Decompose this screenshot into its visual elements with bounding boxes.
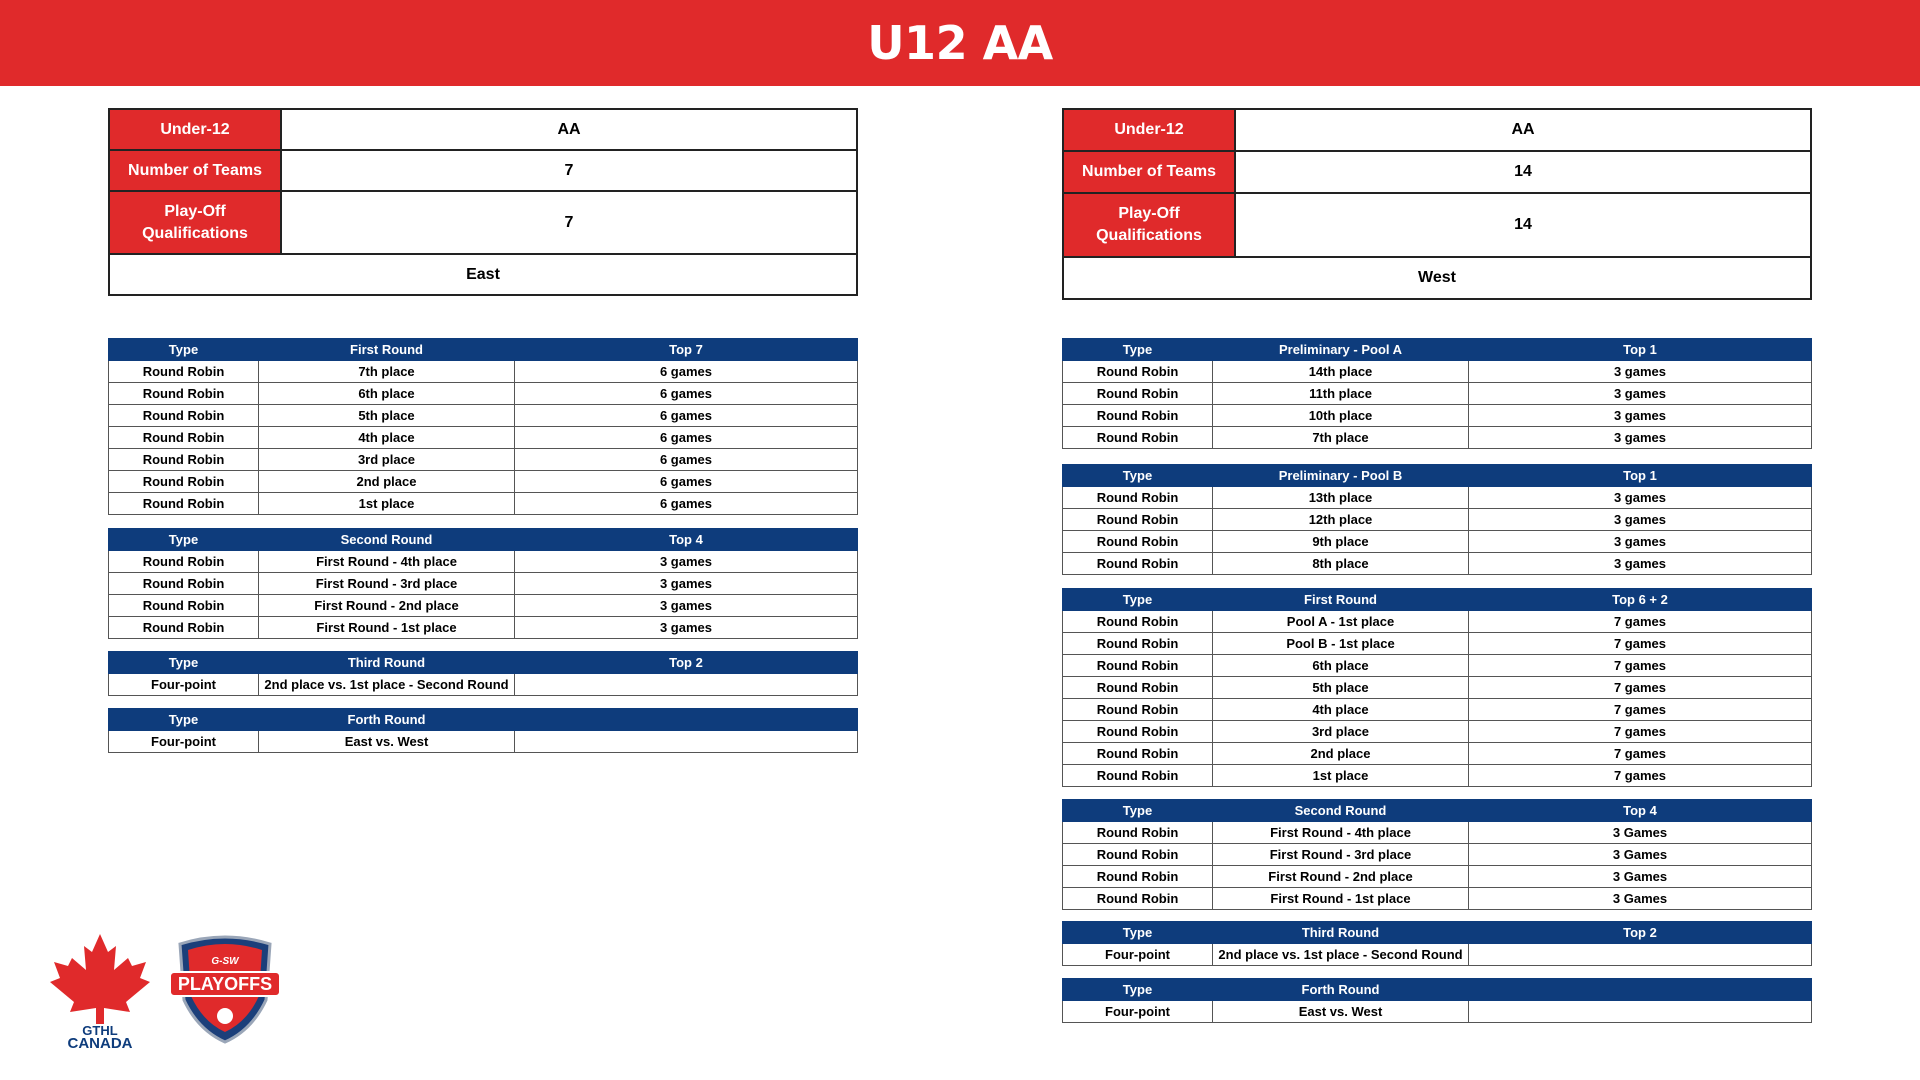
gthl-line1: GTHL	[82, 1023, 118, 1038]
column-header: Type	[109, 339, 259, 361]
table-cell: 3 games	[515, 617, 858, 639]
east-region: East	[109, 254, 857, 295]
west-info-table	[1062, 108, 1812, 300]
table-row	[1063, 509, 1812, 531]
table-cell: Round Robin	[1063, 721, 1213, 743]
table-cell: 3 games	[1469, 553, 1812, 575]
east-division-value: AA	[281, 109, 857, 150]
table-cell: 7 games	[1469, 743, 1812, 765]
table-cell: Round Robin	[1063, 888, 1213, 910]
table-cell: 6 games	[515, 427, 858, 449]
table-row	[1063, 1001, 1812, 1023]
table-cell: Round Robin	[1063, 844, 1213, 866]
table-cell: Round Robin	[109, 427, 259, 449]
table-cell: Round Robin	[1063, 405, 1213, 427]
table-cell: 7th place	[1213, 427, 1469, 449]
table-row	[1063, 844, 1812, 866]
table-row	[1063, 553, 1812, 575]
table-cell: Round Robin	[109, 573, 259, 595]
table-row	[109, 617, 858, 639]
table-cell: 3 games	[1469, 487, 1812, 509]
table-cell: Round Robin	[1063, 677, 1213, 699]
table-cell: 7 games	[1469, 677, 1812, 699]
table-row	[109, 674, 858, 696]
column-header: Forth Round	[1213, 979, 1469, 1001]
table-cell: 13th place	[1213, 487, 1469, 509]
table-cell: 6 games	[515, 449, 858, 471]
west-schedule-table	[1062, 588, 1812, 787]
gthl-line2: CANADA	[67, 1035, 133, 1050]
table-cell: Round Robin	[1063, 633, 1213, 655]
table-header-row	[109, 529, 858, 551]
table-row	[1063, 699, 1812, 721]
column-header	[515, 709, 858, 731]
column-header: Type	[1063, 339, 1213, 361]
table-row	[1063, 888, 1812, 910]
column-header: Forth Round	[259, 709, 515, 731]
table-cell: Round Robin	[1063, 361, 1213, 383]
table-row	[1063, 611, 1812, 633]
table-cell: Round Robin	[1063, 427, 1213, 449]
west-schedule-table	[1062, 799, 1812, 910]
table-cell: 3 Games	[1469, 866, 1812, 888]
column-header: Top 7	[515, 339, 858, 361]
table-cell: Round Robin	[1063, 509, 1213, 531]
table-cell: 7 games	[1469, 699, 1812, 721]
table-cell: 6 games	[515, 471, 858, 493]
east-teams-label: Number of Teams	[109, 150, 281, 191]
table-row	[1063, 944, 1812, 966]
table-row	[1063, 743, 1812, 765]
column-header: Type	[109, 709, 259, 731]
table-row	[109, 493, 858, 515]
table-cell: 11th place	[1213, 383, 1469, 405]
table-row	[1063, 487, 1812, 509]
east-playoff-label: Play-Off Qualifications	[109, 191, 281, 254]
east-schedule-table	[108, 338, 858, 515]
column-header: Top 1	[1469, 339, 1812, 361]
table-cell: Round Robin	[109, 383, 259, 405]
west-schedule-table	[1062, 978, 1812, 1023]
table-cell: Four-point	[1063, 1001, 1213, 1023]
table-row	[109, 573, 858, 595]
table-row	[1063, 427, 1812, 449]
west-region: West	[1063, 257, 1811, 299]
table-cell: 3 Games	[1469, 822, 1812, 844]
table-cell: 1st place	[259, 493, 515, 515]
table-cell: 6 games	[515, 405, 858, 427]
table-cell: 7 games	[1469, 765, 1812, 787]
table-row	[1063, 633, 1812, 655]
table-cell: 3rd place	[1213, 721, 1469, 743]
table-header-row	[109, 652, 858, 674]
east-schedule-table	[108, 528, 858, 639]
table-row	[109, 595, 858, 617]
table-header-row	[1063, 465, 1812, 487]
table-row	[109, 361, 858, 383]
table-header-row	[1063, 589, 1812, 611]
table-cell	[515, 674, 858, 696]
table-row	[109, 731, 858, 753]
table-row	[1063, 765, 1812, 787]
table-cell: First Round - 2nd place	[1213, 866, 1469, 888]
east-playoff-value: 7	[281, 191, 857, 254]
table-cell: 10th place	[1213, 405, 1469, 427]
table-row	[1063, 655, 1812, 677]
column-header: Type	[1063, 589, 1213, 611]
table-row	[109, 405, 858, 427]
table-row	[1063, 822, 1812, 844]
table-cell: Round Robin	[1063, 699, 1213, 721]
table-row	[1063, 866, 1812, 888]
table-row	[109, 383, 858, 405]
table-cell: Round Robin	[1063, 866, 1213, 888]
table-cell: Round Robin	[1063, 822, 1213, 844]
west-schedule-table	[1062, 921, 1812, 966]
playoffs-text: PLAYOFFS	[177, 974, 273, 994]
column-header: First Round	[1213, 589, 1469, 611]
table-cell: 3 games	[515, 573, 858, 595]
logos-area	[30, 930, 310, 1050]
maple-leaf-icon	[50, 934, 150, 1024]
table-cell: 2nd place vs. 1st place - Second Round	[259, 674, 515, 696]
table-cell: 12th place	[1213, 509, 1469, 531]
table-cell: Round Robin	[1063, 611, 1213, 633]
table-cell: Four-point	[109, 731, 259, 753]
column-header: Second Round	[1213, 800, 1469, 822]
table-row	[109, 471, 858, 493]
table-cell: Round Robin	[109, 493, 259, 515]
table-cell: Round Robin	[1063, 383, 1213, 405]
table-cell: Round Robin	[109, 405, 259, 427]
table-cell: Round Robin	[1063, 553, 1213, 575]
table-row	[1063, 361, 1812, 383]
table-header-row	[1063, 339, 1812, 361]
table-cell	[515, 731, 858, 753]
east-teams-value: 7	[281, 150, 857, 191]
table-cell: Round Robin	[109, 449, 259, 471]
table-cell: Round Robin	[1063, 487, 1213, 509]
west-schedule-table	[1062, 464, 1812, 575]
table-cell: 3rd place	[259, 449, 515, 471]
table-row	[1063, 405, 1812, 427]
table-cell: 7 games	[1469, 633, 1812, 655]
table-cell: Pool B - 1st place	[1213, 633, 1469, 655]
table-cell: First Round - 1st place	[1213, 888, 1469, 910]
column-header: Preliminary - Pool A	[1213, 339, 1469, 361]
table-cell: 7th place	[259, 361, 515, 383]
column-header: Type	[1063, 465, 1213, 487]
table-cell	[1469, 1001, 1812, 1023]
table-cell: 2nd place vs. 1st place - Second Round	[1213, 944, 1469, 966]
table-cell: 6th place	[259, 383, 515, 405]
table-cell: 6 games	[515, 493, 858, 515]
table-cell: 9th place	[1213, 531, 1469, 553]
table-cell: 2nd place	[1213, 743, 1469, 765]
west-playoff-value: 14	[1235, 193, 1811, 257]
table-cell: Round Robin	[1063, 743, 1213, 765]
column-header: Top 2	[515, 652, 858, 674]
table-cell	[1469, 944, 1812, 966]
east-schedule-table	[108, 708, 858, 753]
table-cell: Round Robin	[109, 361, 259, 383]
column-header	[1469, 979, 1812, 1001]
column-header: Type	[1063, 922, 1213, 944]
column-header: Top 4	[1469, 800, 1812, 822]
table-row	[1063, 721, 1812, 743]
table-cell: 3 games	[1469, 531, 1812, 553]
table-header-row	[1063, 922, 1812, 944]
column-header: Preliminary - Pool B	[1213, 465, 1469, 487]
west-teams-value: 14	[1235, 151, 1811, 193]
table-header-row	[109, 339, 858, 361]
table-cell: 5th place	[1213, 677, 1469, 699]
table-cell: East vs. West	[1213, 1001, 1469, 1023]
column-header: Type	[109, 652, 259, 674]
table-row	[1063, 677, 1812, 699]
column-header: Second Round	[259, 529, 515, 551]
logos-svg	[30, 930, 310, 1050]
table-cell: Round Robin	[109, 471, 259, 493]
column-header: Type	[109, 529, 259, 551]
table-cell: 14th place	[1213, 361, 1469, 383]
table-row	[1063, 531, 1812, 553]
table-cell: First Round - 4th place	[1213, 822, 1469, 844]
table-cell: First Round - 2nd place	[259, 595, 515, 617]
table-cell: Pool A - 1st place	[1213, 611, 1469, 633]
table-cell: 3 games	[1469, 361, 1812, 383]
column-header: Top 6 + 2	[1469, 589, 1812, 611]
table-cell: First Round - 4th place	[259, 551, 515, 573]
table-cell: Round Robin	[1063, 531, 1213, 553]
column-header: Top 4	[515, 529, 858, 551]
table-cell: Round Robin	[109, 551, 259, 573]
table-cell: 3 games	[1469, 509, 1812, 531]
east-info-table	[108, 108, 858, 296]
table-header-row	[1063, 800, 1812, 822]
table-header-row	[109, 709, 858, 731]
table-cell: 3 games	[1469, 427, 1812, 449]
table-cell: 5th place	[259, 405, 515, 427]
table-cell: 3 games	[515, 551, 858, 573]
column-header: Top 2	[1469, 922, 1812, 944]
table-cell: 8th place	[1213, 553, 1469, 575]
table-cell: East vs. West	[259, 731, 515, 753]
east-division-label: Under-12	[109, 109, 281, 150]
column-header: First Round	[259, 339, 515, 361]
title-banner	[0, 0, 1920, 86]
table-cell: 7 games	[1469, 611, 1812, 633]
table-cell: 6 games	[515, 361, 858, 383]
table-cell: 2nd place	[259, 471, 515, 493]
table-cell: Round Robin	[1063, 655, 1213, 677]
table-cell: Round Robin	[109, 595, 259, 617]
west-division-label: Under-12	[1063, 109, 1235, 151]
table-cell: 3 games	[1469, 405, 1812, 427]
column-header: Top 1	[1469, 465, 1812, 487]
table-cell: 3 games	[1469, 383, 1812, 405]
table-cell: 1st place	[1213, 765, 1469, 787]
table-cell: Four-point	[1063, 944, 1213, 966]
column-header: Third Round	[259, 652, 515, 674]
table-cell: Round Robin	[1063, 765, 1213, 787]
east-schedule-table	[108, 651, 858, 696]
table-cell: Four-point	[109, 674, 259, 696]
table-cell: 3 Games	[1469, 844, 1812, 866]
table-cell: 6th place	[1213, 655, 1469, 677]
table-cell: First Round - 1st place	[259, 617, 515, 639]
table-row	[109, 427, 858, 449]
column-header: Type	[1063, 979, 1213, 1001]
table-header-row	[1063, 979, 1812, 1001]
table-cell: 4th place	[259, 427, 515, 449]
table-cell: First Round - 3rd place	[1213, 844, 1469, 866]
table-row	[1063, 383, 1812, 405]
table-cell: First Round - 3rd place	[259, 573, 515, 595]
column-header: Third Round	[1213, 922, 1469, 944]
west-division-value: AA	[1235, 109, 1811, 151]
table-row	[109, 449, 858, 471]
table-cell: 7 games	[1469, 721, 1812, 743]
west-teams-label: Number of Teams	[1063, 151, 1235, 193]
table-cell: Round Robin	[109, 617, 259, 639]
table-row	[109, 551, 858, 573]
table-cell: 3 Games	[1469, 888, 1812, 910]
table-cell: 7 games	[1469, 655, 1812, 677]
table-cell: 3 games	[515, 595, 858, 617]
west-schedule-table	[1062, 338, 1812, 449]
table-cell: 4th place	[1213, 699, 1469, 721]
table-cell: 6 games	[515, 383, 858, 405]
page-title: U12 AA	[867, 16, 1053, 70]
west-playoff-label: Play-Off Qualifications	[1063, 193, 1235, 257]
column-header: Type	[1063, 800, 1213, 822]
playoffs-brand: G-SW	[211, 956, 239, 967]
